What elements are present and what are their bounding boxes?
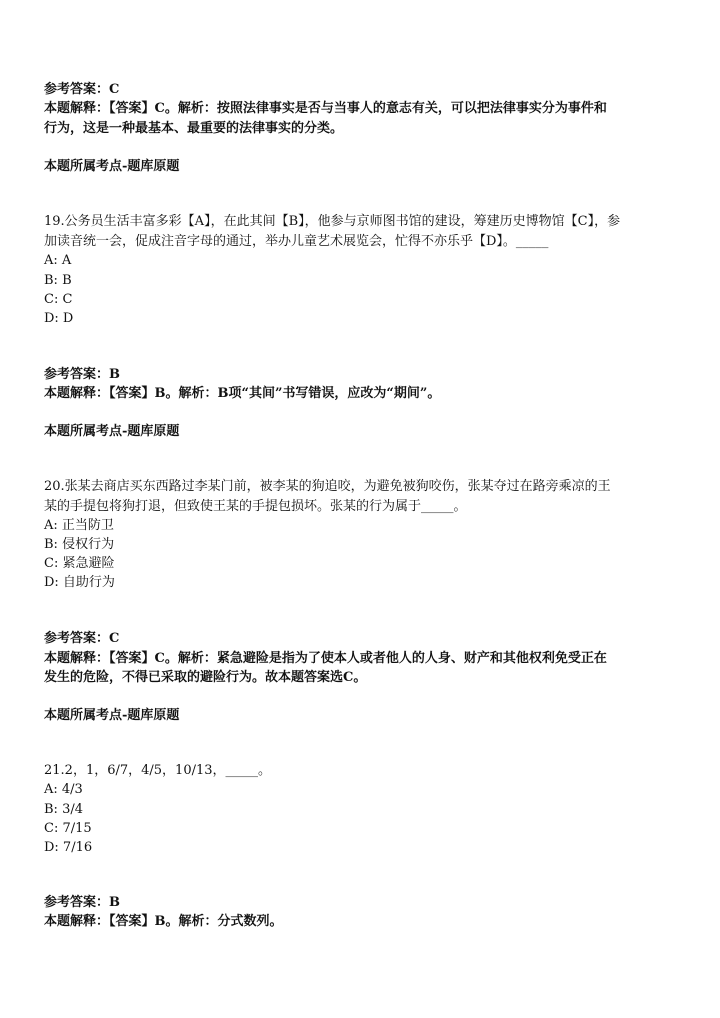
- question-19-option-d: D: D: [44, 311, 74, 326]
- source-line: 本题所属考点-题库原题: [44, 424, 180, 439]
- question-19-text: 19.公务员生活丰富多彩【A】，在此其间【B】，他参与京师图书馆的建设，筹建历史博物馆【C】，参: [44, 214, 621, 229]
- question-20-text: 某的手提包将狗打退，但致使王某的手提包损坏。张某的行为属于_____。: [44, 499, 467, 514]
- explanation-line: 本题解释：【答案】C。解析：按照法律事实是否与当事人的意志有关，可以把法律事实分为事件和: [44, 101, 607, 116]
- explanation-line: 行为，这是一种最基本、最重要的法律事实的分类。: [44, 121, 344, 136]
- question-21-text: 21.2，1，6/7，4/5，10/13，_____。: [44, 763, 272, 778]
- explanation-line: 本题解释：【答案】B。解析：B项“其间”书写错误，应改为“期间”。: [44, 386, 441, 401]
- question-19-text: 加读音统一会，促成注音字母的通过，举办儿童艺术展览会，忙得不亦乐乎【D】。_____: [44, 234, 549, 249]
- question-20-option-c: C: 紧急避险: [44, 556, 115, 571]
- question-21-option-d: D: 7/16: [44, 840, 93, 855]
- answer-line: 参考答案：C: [44, 82, 120, 97]
- question-20-option-b: B: 侵权行为: [44, 537, 115, 552]
- answer-line: 参考答案：B: [44, 895, 120, 910]
- question-20-text: 20.张某去商店买东西路过李某门前，被李某的狗追咬，为避免被狗咬伤，张某夺过在路旁乘凉的王: [44, 479, 611, 494]
- question-21-option-b: B: 3/4: [44, 802, 83, 817]
- question-19-option-c: C: C: [44, 292, 73, 307]
- question-19-option-b: B: B: [44, 273, 72, 288]
- answer-line: 参考答案：B: [44, 367, 120, 382]
- explanation-line: 本题解释：【答案】B。解析：分式数列。: [44, 914, 283, 929]
- answer-line: 参考答案：C: [44, 631, 120, 646]
- explanation-line: 发生的危险，不得已采取的避险行为。故本题答案选C。: [44, 670, 367, 685]
- question-21-option-a: A: 4/3: [44, 782, 83, 797]
- question-19-option-a: A: A: [44, 253, 72, 268]
- question-20-option-d: D: 自助行为: [44, 575, 115, 590]
- question-20-option-a: A: 正当防卫: [44, 518, 114, 533]
- explanation-line: 本题解释：【答案】C。解析：紧急避险是指为了使本人或者他人的人身、财产和其他权利免受正在: [44, 651, 607, 666]
- source-line: 本题所属考点-题库原题: [44, 159, 180, 174]
- source-line: 本题所属考点-题库原题: [44, 708, 180, 723]
- question-21-option-c: C: 7/15: [44, 821, 92, 836]
